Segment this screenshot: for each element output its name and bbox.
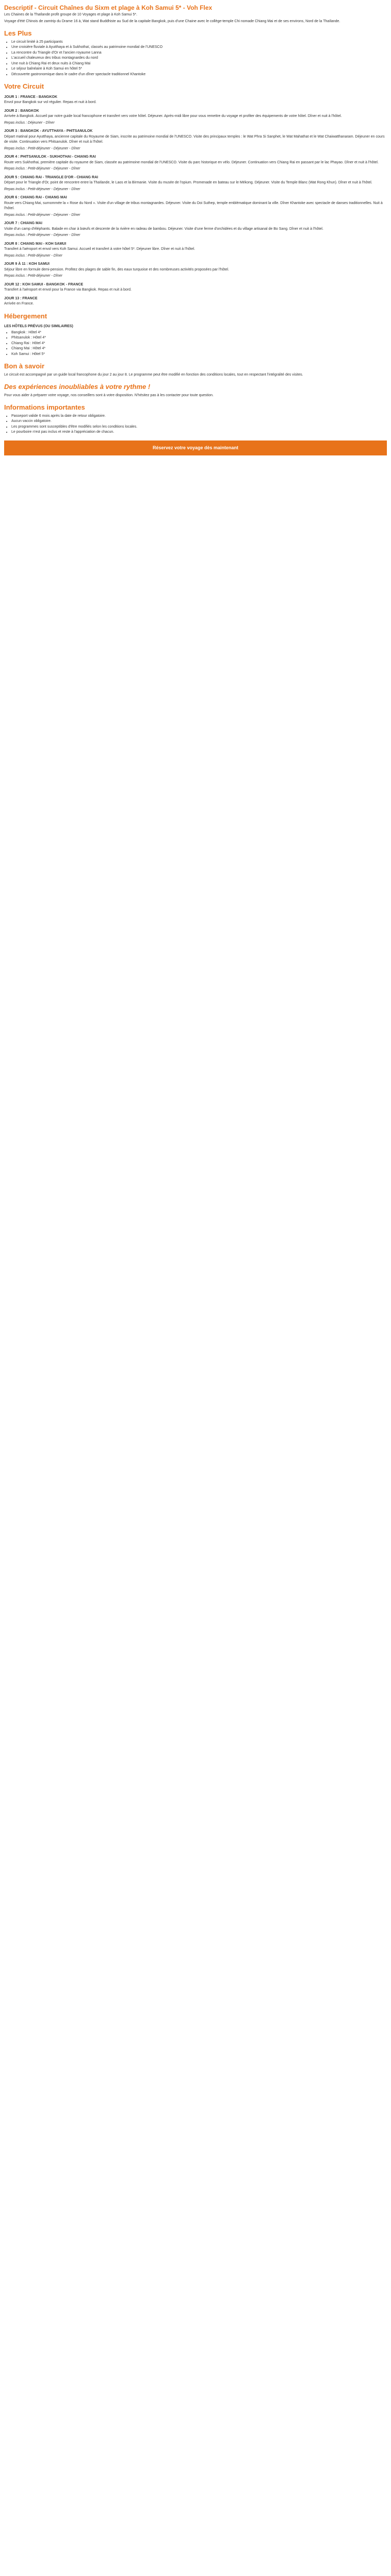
day-body: Arrivée en France. <box>4 302 34 306</box>
day-block <box>4 262 387 279</box>
day-body: Départ matinal pour Ayutthaya, ancienne capitale du Royaume de Siam, inscrite au patrimoine mondial de l'UNESCO. Visite des principaux temples : le Wat Phra Si Sanphet, le Wat Mahathat et le Wat Chaiwatthanaram. Déjeuner en cours de visite. Continuation vers Phitsanulok. Dîner et nuit à l'hôtel. <box>4 134 385 144</box>
information-item: • Le pourboire n'est pas inclus et reste à l'appréciation de chacun. <box>11 430 387 435</box>
day-title: JOUR 5 : CHIANG RAI - TRIANGLE D'OR - CHIANG RAI <box>4 175 99 179</box>
hebergement-title: Hébergement <box>4 312 47 320</box>
day-block <box>4 296 387 307</box>
bon-savoir-title: Bon à savoir <box>4 362 45 370</box>
information-item: • Aucun vaccin obligatoire. <box>11 419 387 425</box>
day-body: Route vers Sukhothai, première capitale du royaume de Siam, classée au patrimoine mondial de l'UNESCO. Visite du parc historique en vélo. Déjeuner. Continuation vers Chiang Rai en passant par le lac Phayao. Dîner et nuit à l'hôtel. <box>4 160 379 164</box>
day-block <box>4 221 387 239</box>
day-body: Visite d'un camp d'éléphants. Balade en char à bœufs et descente de la rivière en radeau de bambou. Déjeuner. Visite d'une ferme d'orchidées et du village artisanal de Bo Sang. Dîner et nuit à l'hôtel. <box>4 227 323 231</box>
day-body: Départ pour le Triangle d'Or, point de rencontre entre la Thaïlande, le Laos et la Birmanie. Visite du musée de l'opium. Promenade en bateau sur le Mékong. Déjeuner. Visite du Temple Blanc (Wat Rong Khun). Dîner et nuit à l'hôtel. <box>4 181 372 185</box>
hotel-item: • Phitsanulok : Hôtel 4* <box>11 335 387 341</box>
day-title: JOUR 7 : CHIANG MAI <box>4 222 42 226</box>
day-title: JOUR 2 : BANGKOK <box>4 109 39 113</box>
cta-banner[interactable]: Réservez votre voyage dès maintenant <box>4 440 387 456</box>
day-block <box>4 282 387 293</box>
points-forts-item: • Le circuit limité à 25 participants <box>11 40 387 45</box>
hotel-item: • Bangkok : Hôtel 4* <box>11 330 387 336</box>
informations-title: Informations importantes <box>4 403 85 412</box>
day-block <box>4 95 387 106</box>
day-block <box>4 242 387 259</box>
day-body: Arrivée à Bangkok. Accueil par notre guide local francophone et transfert vers votre hôtel. Déjeuner. Après-midi libre pour vous remettre du voyage et profiter des équipements de votre hôtel. Dîner et nuit à l'hôtel. <box>4 114 342 118</box>
hebergement-label: LES HÔTELS PRÉVUS (OU SIMILAIRES) <box>4 325 73 329</box>
day-body: Transfert à l'aéroport et envol vers Koh Samui. Accueil et transfert à votre hôtel 5*. Déjeuner libre. Dîner et nuit à l'hôtel. <box>4 247 196 251</box>
day-meals: Repas inclus : Déjeuner - Dîner <box>4 121 55 125</box>
points-forts-item: • Une nuit à Chiang Rai et deux nuits à Chiang Mai <box>11 61 387 67</box>
day-body: Route vers Chiang Mai, surnommée la « Rose du Nord ». Visite d'un village de tribus montagnardes. Déjeuner. Visite du Doi Suthep, temple emblématique dominant la ville. Dîner Khantoke avec spectacle de danses traditionnelles. Nuit à l'hôtel. <box>4 201 383 211</box>
bon-savoir-text: Le circuit est accompagné par un guide local francophone du jour 2 au jour 8. Le programme peut être modifié en fonction des conditions locales, tout en respectant l'intégralité des visites. <box>4 372 303 377</box>
day-meals: Repas inclus : Petit-déjeuner - Dîner <box>4 253 62 258</box>
day-body: Séjour libre en formule demi-pension. Profitez des plages de sable fin, des eaux turquoise et des nombreuses activités proposées par l'hôtel. <box>4 267 229 272</box>
day-title: JOUR 3 : BANGKOK - AYUTTHAYA - PHITSANULOK <box>4 129 93 133</box>
information-item: • Les programmes sont susceptibles d'être modifiés selon les conditions locales. <box>11 425 387 430</box>
day-block <box>4 109 387 126</box>
hotel-item: • Koh Samui : Hôtel 5* <box>11 352 387 358</box>
day-meals: Repas inclus : Petit-déjeuner - Déjeuner - Dîner <box>4 233 80 238</box>
day-block <box>4 175 387 193</box>
points-forts-item: • La rencontre du Triangle d'Or et l'ancien royaume Lanna <box>11 50 387 56</box>
intro-2: Voyage d'été Chinois de zamtrip du Drame 16 à, Wat stand Buddhiste au Sud de la capitale Bangkok, puis d'une Chaine avec le collège-temple Chi nomade Chiang Mai et de ses environs, Nord de la Thaïlande. <box>4 19 340 23</box>
points-forts-item: • Le séjour balnéaire à Koh Samui en hôtel 5* <box>11 66 387 72</box>
day-block <box>4 155 387 172</box>
day-meals: Repas inclus : Petit-déjeuner - Déjeuner - Dîner <box>4 167 80 171</box>
day-body: Transfert à l'aéroport et envol pour la France via Bangkok. Repas et nuit à bord. <box>4 288 132 292</box>
day-meals: Repas inclus : Petit-déjeuner - Dîner <box>4 274 62 278</box>
day-meals: Repas inclus : Petit-déjeuner - Déjeuner - Dîner <box>4 146 80 150</box>
intro-1: Les Chaines de la Thaïlande profit groupe de 10 Voyages et plage à Koh Samui 5*. <box>4 13 137 17</box>
hotel-item: • Chiang Rai : Hôtel 4* <box>11 341 387 347</box>
day-title: JOUR 8 : CHIANG MAI - KOH SAMUI <box>4 242 67 246</box>
points-forts-list <box>4 40 387 78</box>
points-forts-item: • Découverte gastronomique dans le cadre d'un dîner spectacle traditionnel Khantoke <box>11 72 387 78</box>
points-forts-title: Les Plus <box>4 29 32 38</box>
day-title: JOUR 12 : KOH SAMUI - BANGKOK - FRANCE <box>4 282 84 286</box>
day-title: JOUR 1 : FRANCE - BANGKOK <box>4 95 58 99</box>
page <box>0 0 391 467</box>
day-title: JOUR 6 : CHIANG RAI - CHIANG MAI <box>4 196 67 200</box>
day-block <box>4 129 387 151</box>
informations-list <box>4 414 387 435</box>
day-title: JOUR 9 À 11 : KOH SAMUI <box>4 262 50 266</box>
information-item: • Passeport valide 6 mois après la date de retour obligatoire. <box>11 414 387 419</box>
points-forts-item: • Une croisière fluviale à Ayutthaya et à Sukhothaï, classés au patrimoine mondial de l'UNESCO <box>11 45 387 50</box>
day-title: JOUR 13 : FRANCE <box>4 296 38 300</box>
hotel-item: • Chiang Mai : Hôtel 4* <box>11 346 387 352</box>
experiences-title: Des expériences inoubliables à votre rythme ! <box>4 383 151 391</box>
day-title: JOUR 4 : PHITSANULOK - SUKHOTHAI - CHIANG RAI <box>4 155 96 159</box>
day-body: Envol pour Bangkok sur vol régulier. Repas et nuit à bord. <box>4 100 96 105</box>
hotel-list <box>4 330 387 358</box>
page-title: Descriptif - Circuit Chaînes du Sixm et plage à Koh Samui 5* - Voh Flex <box>4 4 213 11</box>
day-meals: Repas inclus : Petit-déjeuner - Déjeuner - Dîner <box>4 213 80 217</box>
itinerary-title: Votre Circuit <box>4 82 44 91</box>
day-meals: Repas inclus : Petit-déjeuner - Déjeuner - Dîner <box>4 187 80 191</box>
points-forts-item: • L'accueil chaleureux des tribus montagnardes du nord <box>11 56 387 61</box>
experiences-text: Pour vous aider à préparer votre voyage, nos conseillers sont à votre disposition. N'hésitez pas à les contacter pour toute question. <box>4 393 214 397</box>
day-block <box>4 195 387 218</box>
